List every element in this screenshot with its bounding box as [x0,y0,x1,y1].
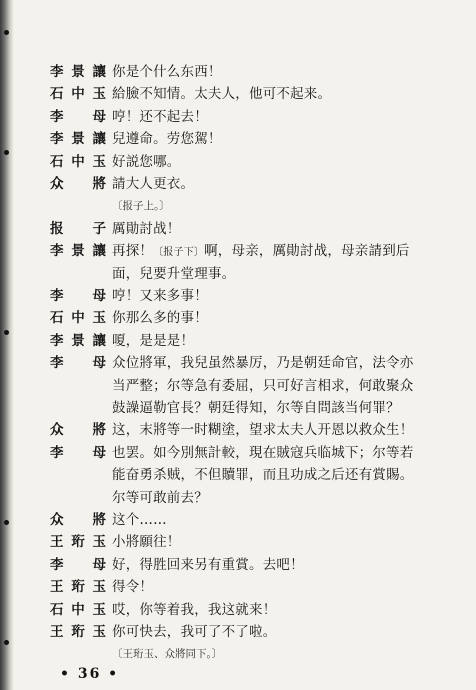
speech-continuation: 尔等可敢前去？ [112,489,208,506]
speech-continuation: 能奋勇杀贼，不但贖罪，而且功成之后还有賞賜。 [112,467,414,484]
speaker-name: 李 母 [50,108,106,125]
speaker-name: 李景讓 [50,332,106,349]
speaker-name: 石中玉 [50,86,106,103]
speaker-name: 李 母 [50,355,106,372]
speaker-name: 王珩玉 [50,534,106,551]
binding-hole [4,330,9,335]
inline-stage-direction: 〔报子下〕 [153,247,205,259]
speech-text: 哼！又来多事！ [112,288,208,304]
speaker-name: 石中玉 [50,153,106,170]
speaker-name: 李 母 [50,556,106,573]
speech-text: 也罢。如今別無計較，現在賊寇兵临城下；尔等若 [112,444,414,461]
binding-holes [2,0,12,690]
binding-hole [4,30,9,35]
speaker-name: 李景讓 [50,64,106,80]
speech-text: 小將願往！ [112,534,181,551]
speaker-name: 李景讓 [50,243,106,260]
speech-text-part: 啊，母亲，厲勛討战，母亲請到后 [204,243,410,260]
speaker-name: 众 將 [50,422,106,439]
speaker-name: 石中玉 [50,310,106,327]
binding-hole [4,640,9,645]
speech-text: 得令！ [112,579,154,596]
speech-text: 好，得胜回来另有重賞。去吧！ [112,556,304,573]
speaker-name: 王珩玉 [50,579,106,596]
speech-text: 你那么多的事！ [112,310,208,327]
speech-text: 給臉不知情。太夫人，他可不起来。 [112,86,332,103]
speaker-name: 李 母 [50,444,106,461]
speaker-name: 李景讓 [50,131,106,148]
speech-text: 哼！还不起去！ [112,108,208,125]
speech-text: 你是个什么东西！ [112,64,222,80]
speech-continuation: 鼓譟逼勒官長？朝廷得知，尔等自問該当何罪？ [112,400,400,416]
stage-direction: 〔王珩玉、众將同下。〕 [112,648,223,661]
speech-text: 哎，你等着我，我这就来！ [112,601,277,618]
speech-text: 这个…… [112,512,167,528]
speech-text: 这，末將等一时糊塗，望求太夫人开恩以救众生！ [112,422,414,439]
stage-direction: 〔报子上。〕 [112,200,170,213]
speech-text: 好説您哪。 [112,153,181,170]
binding-hole [4,150,9,155]
speech-text-part: 再探！ [112,243,154,260]
speech-continuation: 当严整；尔等急有委屈，只可好言相求，何敢聚众 [112,377,414,394]
page-binding-edge [0,0,14,690]
speech-text [112,240,410,264]
speaker-name: 李 母 [50,288,106,304]
speaker-name: 王珩玉 [50,624,106,640]
speech-text: 嗄，是是是！ [112,332,195,349]
speech-text: 你可快去，我可了不了啦。 [112,624,277,640]
speech-text: 請大人更衣。 [112,176,195,192]
speech-text: 众位將軍，我兒虽然暴厉，乃是朝廷命官，法令亦 [112,355,414,372]
speech-continuation: 面，兒要升堂理事。 [112,265,236,282]
speaker-name: 报 子 [50,220,106,237]
page-number: • 36 • [60,666,120,682]
speaker-name: 众 將 [50,512,106,528]
speaker-name: 石中玉 [50,601,106,618]
speech-text: 兒遵命。劳您駕！ [112,131,222,148]
speech-text: 厲勛討战！ [112,220,181,237]
speaker-name: 众 將 [50,176,106,192]
binding-hole [4,520,9,525]
